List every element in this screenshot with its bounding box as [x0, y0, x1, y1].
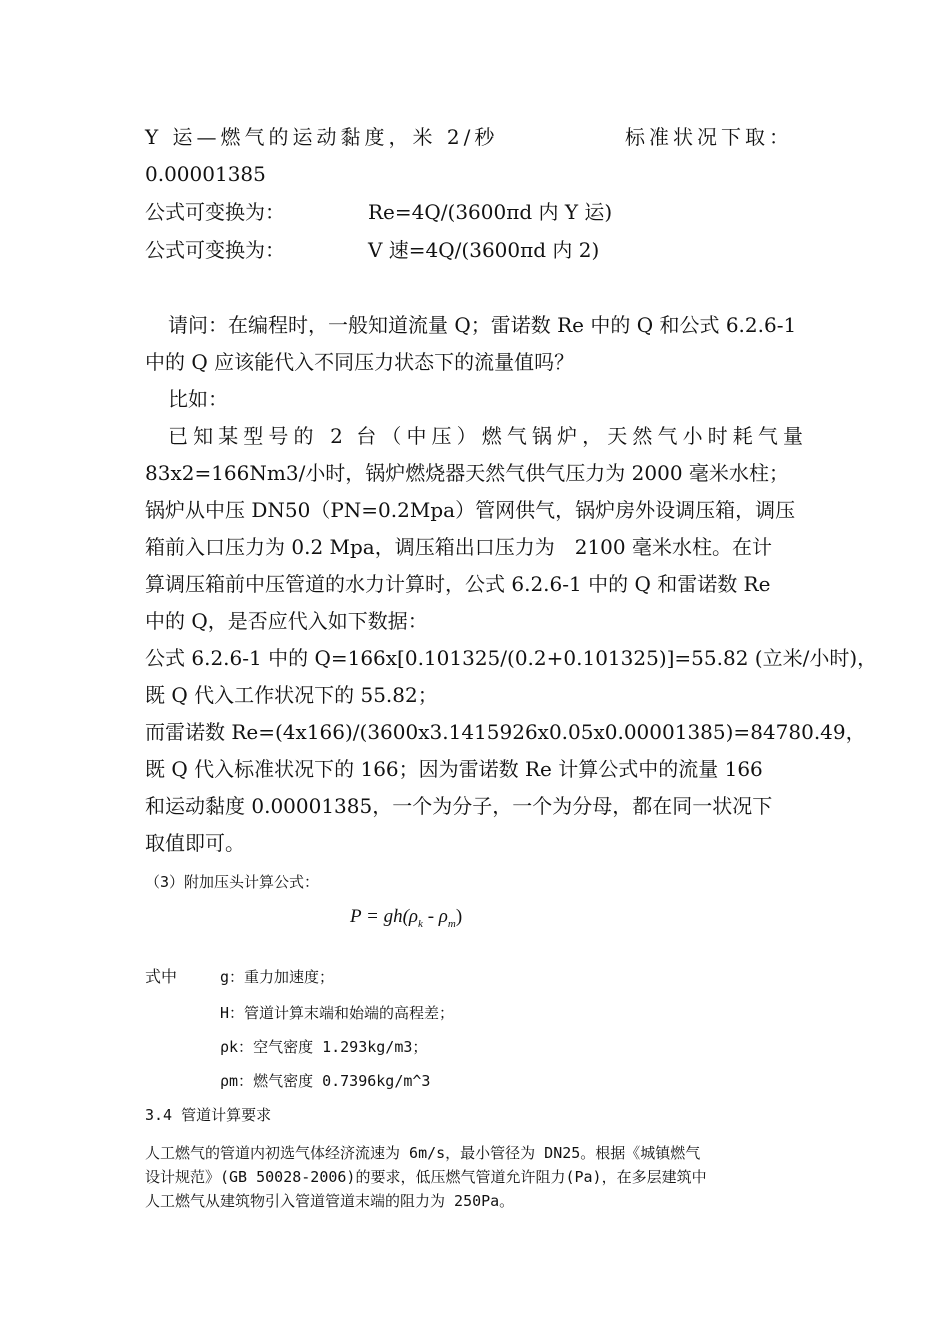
formula-transform-label-1: 公式可变换为： [145, 200, 285, 224]
viscosity-value: 0.00001385 [145, 162, 266, 186]
example-line-11: 和运动黏度 0.00001385，一个为分子，一个为分母，都在同一状况下 [145, 794, 773, 818]
example-line-1: 已知某型号的 2 台（中压）燃气锅炉，天然气小时耗气量 [168, 424, 805, 448]
var-rho-k: ρk：空气密度 1.293kg/m3； [220, 1038, 428, 1056]
example-line-6: 中的 Q，是否应代入如下数据： [145, 609, 428, 633]
section-3-4-heading: 3.4 管道计算要求 [145, 1106, 272, 1124]
example-line-12: 取值即可。 [145, 831, 245, 855]
viscosity-definition: Y 运—燃气的运动黏度，米 2/秒 [145, 125, 499, 149]
text-line-viscosity [145, 125, 498, 149]
additional-head-formula: $P = gh(\rho_k - \rho_m)$ [350, 906, 463, 930]
formula-reynolds: Re=4Q/(3600πd 内 Y 运) [368, 200, 613, 224]
example-line-9: 而雷诺数 Re=(4x166)/(3600x3.1415926x0.05x0.00001385)=84780.49， [145, 720, 866, 744]
section-3-heading: （3）附加压头计算公式： [145, 873, 320, 891]
question-line-2: 中的 Q 应该能代入不同压力状态下的流量值吗？ [145, 350, 575, 374]
example-line-10: 既 Q 代入标准状况下的 166；因为雷诺数 Re 计算公式中的流量 166 [145, 757, 763, 781]
example-line-4: 箱前入口压力为 0.2 Mpa，调压箱出口压力为 2100 毫米水柱。在计 [145, 535, 772, 559]
requirements-line-2: 设计规范》(GB 50028-2006)的要求，低压燃气管道允许阻力(Pa)，在多层建筑中 [145, 1168, 707, 1186]
where-label: 式中 [145, 967, 178, 986]
var-h: H：管道计算末端和始端的高程差； [220, 1004, 455, 1022]
example-line-7: 公式 6.2.6-1 中的 Q=166x[0.101325/(0.2+0.101325)]=55.82 (立米/小时)， [145, 646, 878, 670]
example-line-3: 锅炉从中压 DN50（PN=0.2Mpa）管网供气，锅炉房外设调压箱，调压 [145, 498, 796, 522]
formula-velocity: V 速=4Q/(3600πd 内 2) [368, 238, 600, 262]
question-line-1: 请问：在编程时，一般知道流量 Q；雷诺数 Re 中的 Q 和公式 6.2.6-1 [168, 313, 797, 337]
example-line-5: 算调压箱前中压管道的水力计算时，公式 6.2.6-1 中的 Q 和雷诺数 Re [145, 572, 771, 596]
requirements-line-3: 人工燃气从建筑物引入管道管道末端的阻力为 250Pa。 [145, 1192, 515, 1210]
text-line-standard-condition: 标准状况下取： [625, 125, 793, 149]
formula-transform-label-2: 公式可变换为： [145, 238, 285, 262]
example-line-8: 既 Q 代入工作状况下的 55.82； [145, 683, 438, 707]
var-rho-m: ρm：燃气密度 0.7396kg/m^3 [220, 1072, 431, 1090]
var-g: g：重力加速度； [220, 968, 335, 986]
example-label: 比如： [168, 387, 228, 411]
example-line-2: 83x2=166Nm3/小时，锅炉燃烧器天然气供气压力为 2000 毫米水柱； [145, 461, 789, 485]
requirements-line-1: 人工燃气的管道内初选气体经济流速为 6m/s，最小管径为 DN25。根据《城镇燃气 [145, 1144, 701, 1162]
